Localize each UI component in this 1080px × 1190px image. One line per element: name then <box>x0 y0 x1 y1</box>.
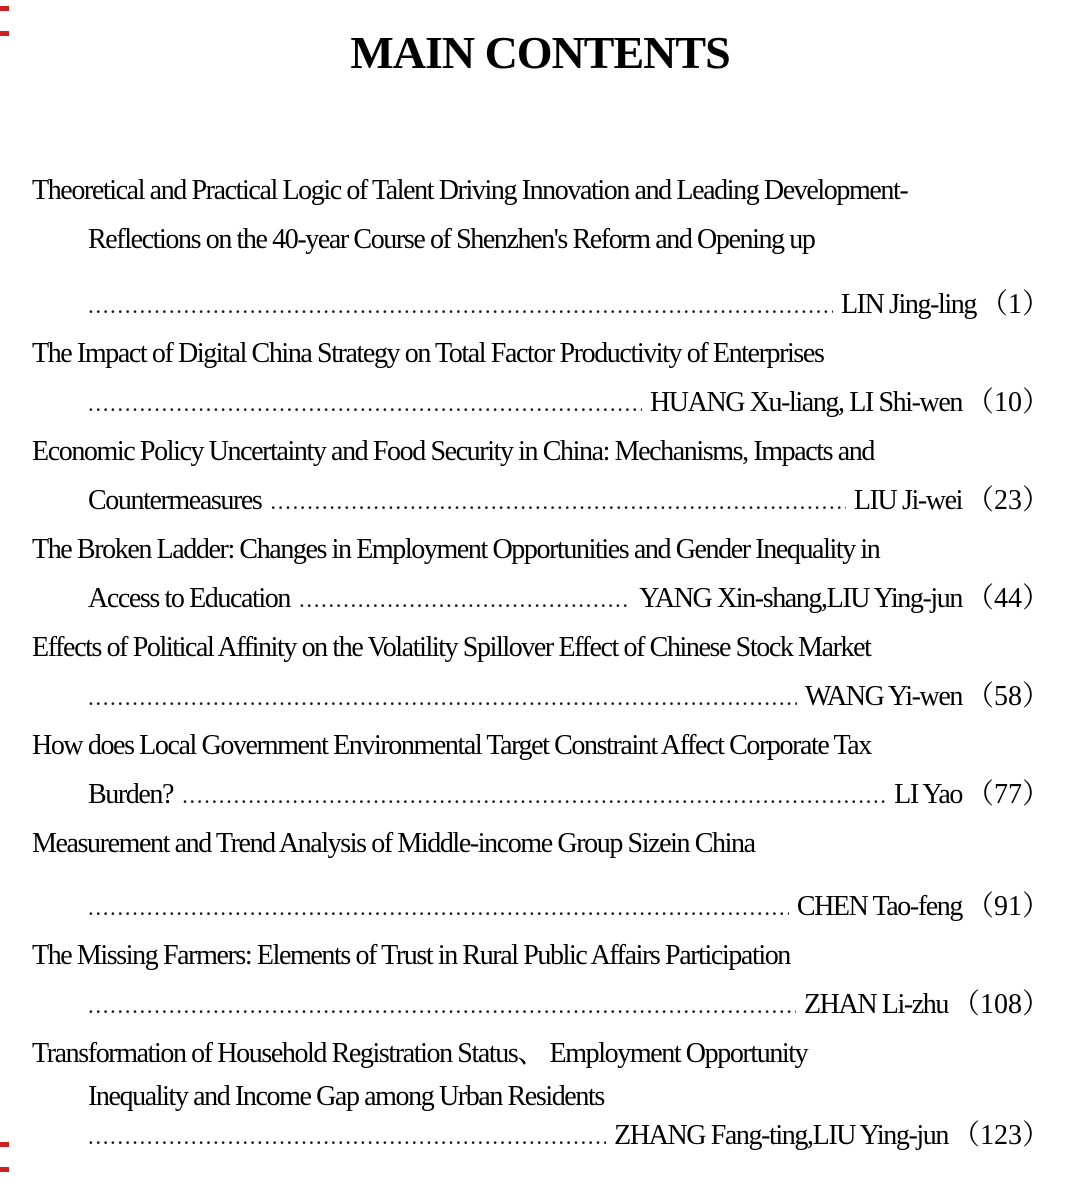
dot-leader <box>182 770 886 819</box>
entry-title-text: The Broken Ladder: Changes in Employment Opportunities and Gender Inequality in <box>32 534 880 565</box>
entry-page-number: （58） <box>965 681 1050 712</box>
dot-leader <box>88 980 796 1029</box>
toc-leader-line <box>32 378 1050 427</box>
toc-leader-line <box>32 672 1050 721</box>
dot-leader <box>270 476 846 525</box>
toc-leader-line <box>32 476 1050 525</box>
entry-authors: LI Yao <box>894 779 962 810</box>
entry-authors: LIN Jing-ling <box>840 289 976 320</box>
entry-authors: ZHANG Fang-ting,LIU Ying-jun <box>614 1120 948 1151</box>
entry-page-number: （23） <box>965 485 1050 516</box>
toc-title-line <box>32 525 1050 574</box>
dot-leader <box>299 574 631 623</box>
toc-entry <box>32 427 1050 525</box>
toc-leader-line <box>32 882 1050 931</box>
entry-title-text: Countermeasures <box>88 485 262 516</box>
toc-entry <box>32 931 1050 1029</box>
toc-leader-line <box>32 574 1050 623</box>
entry-authors: CHEN Tao-feng <box>796 891 962 922</box>
page-title: MAIN CONTENTS <box>350 27 730 78</box>
entry-title-text: Inequality and Income Gap among Urban Residents <box>88 1081 604 1112</box>
entry-authors: YANG Xin-shang,LIU Ying-jun <box>639 583 962 614</box>
toc-entry <box>32 721 1050 819</box>
entry-title-text: Theoretical and Practical Logic of Talent Driving Innovation and Leading Development- <box>32 175 908 206</box>
toc-title-line <box>32 819 1050 868</box>
toc-title-line <box>32 1029 1050 1078</box>
scan-edge-mark <box>0 6 9 11</box>
toc-entry <box>32 623 1050 721</box>
entry-title-text: Burden? <box>88 779 174 810</box>
toc-entry <box>32 819 1050 931</box>
dot-leader <box>88 1111 606 1160</box>
dot-leader <box>88 672 797 721</box>
toc-entry <box>32 166 1050 329</box>
toc-title-line <box>32 166 1050 215</box>
toc-leader-line <box>32 980 1050 1029</box>
entry-page-number: （10） <box>965 387 1050 418</box>
entry-page-number: （77） <box>965 779 1050 810</box>
entry-title-text: Transformation of Household Registration Status、 Employment Opportunity <box>32 1038 808 1069</box>
entry-title-text: How does Local Government Environmental Target Constraint Affect Corporate Tax <box>32 730 871 761</box>
toc-title-line <box>32 721 1050 770</box>
entry-title-text: Access to Education <box>88 583 290 614</box>
scan-edge-mark <box>0 31 9 36</box>
toc-leader-line <box>32 770 1050 819</box>
toc-entry <box>32 525 1050 623</box>
toc-entry <box>32 329 1050 427</box>
toc-entry <box>32 1029 1050 1160</box>
entry-page-number: （123） <box>951 1120 1050 1151</box>
entry-authors: LIU Ji-wei <box>853 485 962 516</box>
entry-title-text: The Impact of Digital China Strategy on Total Factor Productivity of Enterprises <box>32 338 824 369</box>
entry-title-text: Economic Policy Uncertainty and Food Security in China: Mechanisms, Impacts and <box>32 436 874 467</box>
dot-leader <box>88 378 642 427</box>
entry-title-text: Effects of Political Affinity on the Volatility Spillover Effect of Chinese Stock Market <box>32 632 871 663</box>
entry-title-text: Reflections on the 40-year Course of Shenzhen's Reform and Opening up <box>88 224 815 255</box>
entry-authors: WANG Yi-wen <box>805 681 962 712</box>
scan-edge-mark <box>0 1167 9 1172</box>
toc-leader-line <box>32 280 1050 329</box>
scan-edge-mark <box>0 1142 9 1147</box>
entry-page-number: （91） <box>965 891 1050 922</box>
entry-authors: ZHAN Li-zhu <box>803 989 948 1020</box>
toc-title-line <box>32 427 1050 476</box>
toc-title-line <box>32 623 1050 672</box>
entry-page-number: （108） <box>951 989 1050 1020</box>
entry-title-text: The Missing Farmers: Elements of Trust in Rural Public Affairs Participation <box>32 940 790 971</box>
table-of-contents <box>0 166 1080 1160</box>
toc-leader-line <box>32 1111 1050 1160</box>
dot-leader <box>88 280 833 329</box>
toc-title-line <box>32 931 1050 980</box>
entry-title-text: Measurement and Trend Analysis of Middle-income Group Sizein China <box>32 828 755 859</box>
entry-authors: HUANG Xu-liang, LI Shi-wen <box>649 387 962 418</box>
dot-leader <box>88 882 789 931</box>
entry-page-number: （1） <box>979 289 1050 320</box>
entry-page-number: （44） <box>965 583 1050 614</box>
toc-title-line <box>32 329 1050 378</box>
toc-title-line <box>32 215 1050 264</box>
